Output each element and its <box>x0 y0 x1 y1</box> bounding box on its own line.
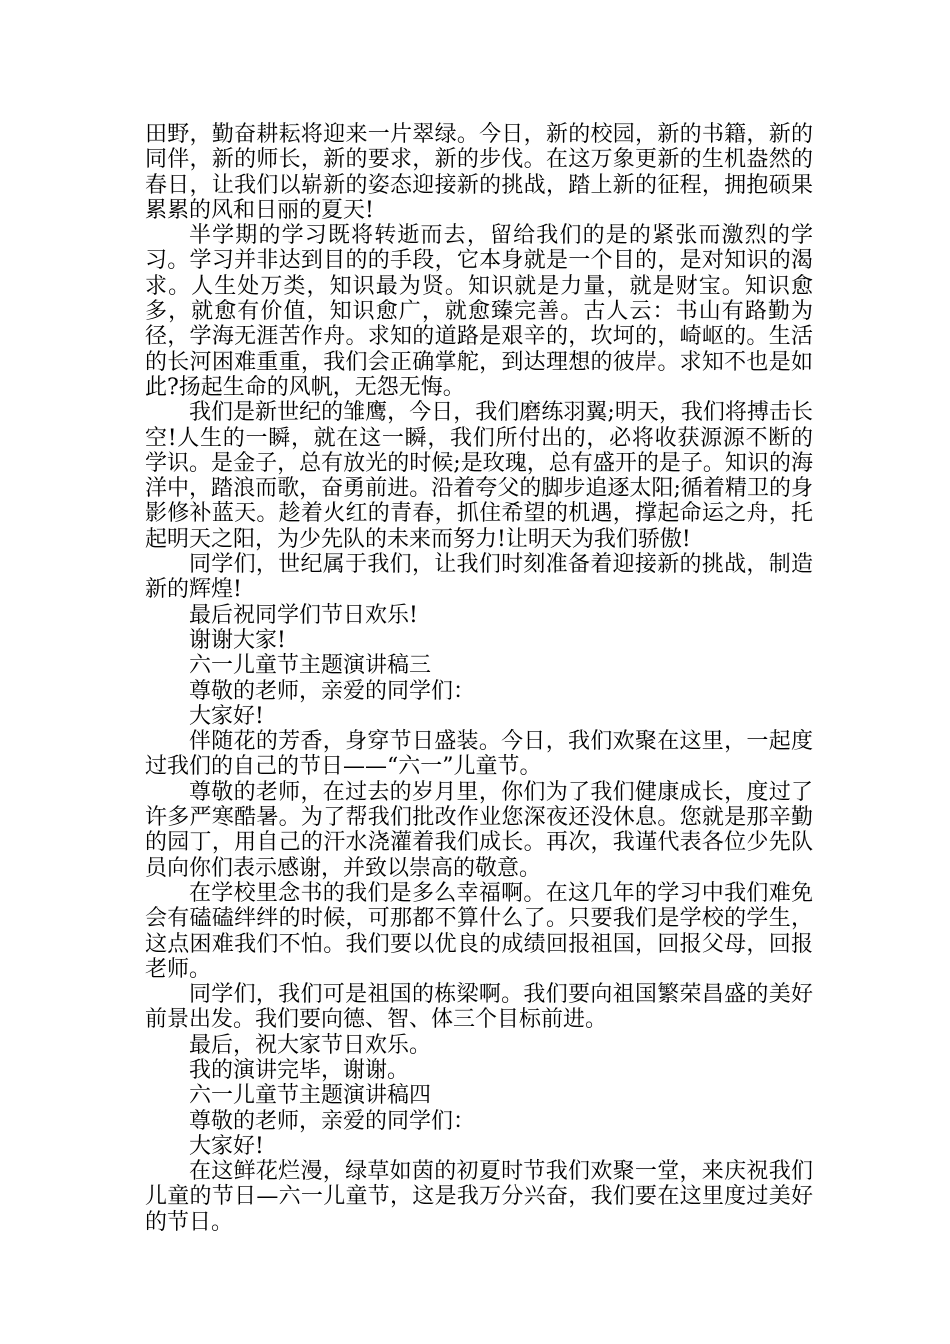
paragraph-12: 在学校里念书的我们是多么幸福啊。在这几年的学习中我们难免会有磕磕绊绊的时候，可那都不算什么了。只要我们是学校的学生，这点困难我们不怕。我们要以优良的成绩回报祖国，回报父母，回报老师。 <box>145 880 813 982</box>
greeting-2: 大家好! <box>189 1133 264 1159</box>
speech-4-title: 六一儿童节主题演讲稿四 <box>189 1083 432 1109</box>
salutation: 尊敬的老师，亲爱的同学们： <box>189 678 476 704</box>
speech-end-line: 我的演讲完毕，谢谢。 <box>189 1057 410 1083</box>
paragraph-4: 同学们，世纪属于我们，让我们时刻准备着迎接新的挑战，制造新的辉煌! <box>145 552 813 603</box>
speech-3-title: 六一儿童节主题演讲稿三 <box>189 653 432 679</box>
salutation-2: 尊敬的老师，亲爱的同学们： <box>189 1108 476 1134</box>
greeting: 大家好! <box>189 703 264 729</box>
closing-wish: 最后祝同学们节日欢乐! <box>189 602 418 628</box>
paragraph-2: 半学期的学习既将转逝而去，留给我们的是的紧张而激烈的学习。学习并非达到目的的手段，它本身就是一个目的，是对知识的渴求。人生处万类，知识最为贤。知识就是力量，就是财宝。知识愈多，就愈有价值，知识愈广，就愈臻完善。古人云：书山有路勤为径，学海无涯苦作舟。求知的道路是艰辛的，坎坷的，崎岖的。生活的长河困难重重，我们会正确掌舵，到达理想的彼岸。求知不也是如此?扬起生命的风帆，无怨无悔。 <box>145 223 813 400</box>
closing-wish-2: 最后，祝大家节日欢乐。 <box>189 1032 432 1058</box>
thanks-line: 谢谢大家! <box>189 627 286 653</box>
document-body <box>145 122 813 1235</box>
paragraph-1: 田野，勤奋耕耘将迎来一片翠绿。今日，新的校园，新的书籍，新的同伴，新的师长，新的要求，新的步伐。在这万象更新的生机盎然的春日，让我们以崭新的姿态迎接新的挑战，踏上新的征程，拥抱硕果累累的风和日丽的夏天! <box>145 122 813 223</box>
paragraph-3: 我们是新世纪的雏鹰，今日，我们磨练羽翼;明天，我们将搏击长空!人生的一瞬，就在这一瞬，我们所付出的，必将收获源源不断的学识。是金子，总有放光的时候;是玫瑰，总有盛开的是子。知识的海洋中，踏浪而歌，奋勇前进。沿着夸父的脚步追逐太阳;循着精卫的身影修补蓝天。趁着火红的青春，抓住希望的机遇，撑起命运之舟，托起明天之阳，为少先队的未来而努力!让明天为我们骄傲! <box>145 400 813 552</box>
paragraph-19: 在这鲜花烂漫，绿草如茵的初夏时节我们欢聚一堂，来庆祝我们儿童的节日—六一儿童节，这是我万分兴奋，我们要在这里度过美好的节日。 <box>145 1159 813 1235</box>
paragraph-13: 同学们，我们可是祖国的栋梁啊。我们要向祖国繁荣昌盛的美好前景出发。我们要向德、智、体三个目标前进。 <box>145 982 813 1033</box>
paragraph-10: 伴随花的芳香，身穿节日盛装。今日，我们欢聚在这里，一起度过我们的自己的节日——“六一”儿童节。 <box>145 729 813 780</box>
paragraph-11: 尊敬的老师，在过去的岁月里，你们为了我们健康成长，度过了许多严寒酷暑。为了帮我们批改作业您深夜还没休息。您就是那辛勤的园丁，用自己的汗水浇灌着我们成长。再次，我谨代表各位少先队员向你们表示感谢，并致以崇高的敬意。 <box>145 779 813 881</box>
